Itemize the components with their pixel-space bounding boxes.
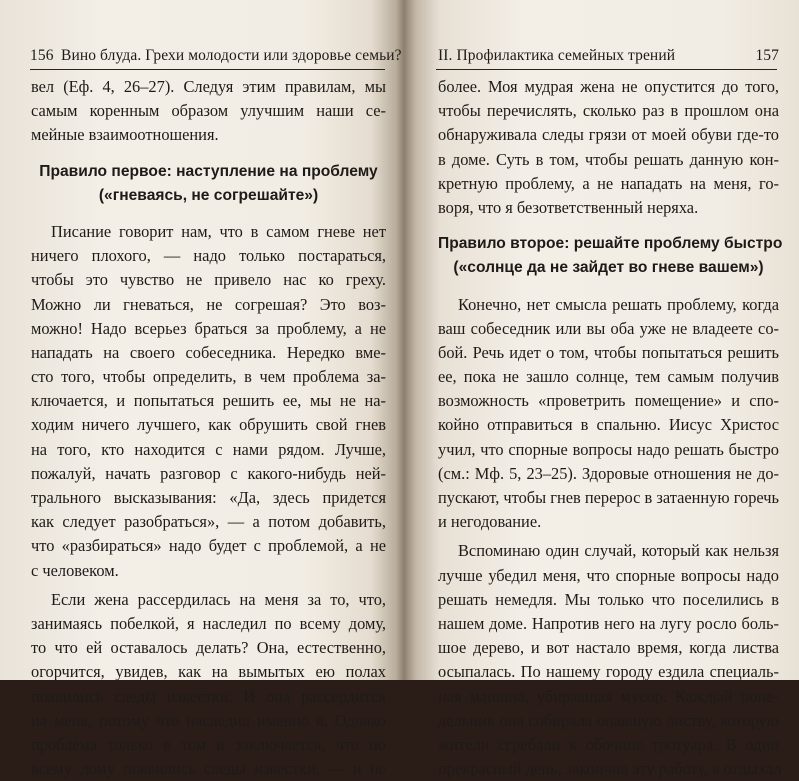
text-line: ничего плохого, — надо только постараться,	[31, 246, 386, 266]
rule1-title: Правило первое: наступление на проблему	[39, 162, 378, 180]
text-line: пускают, чтобы гнев перерос в затаенную горечь	[438, 488, 779, 507]
text-line: осыпалась. По нашему городу ездила специаль-	[438, 662, 779, 682]
text-line: ее, пока не зашло солнце, тем самым получив	[438, 367, 779, 387]
text-line: дельник она собирала опавшую листву, которую	[438, 710, 779, 730]
right-page	[404, 0, 799, 779]
text-line: в доме. Суть в том, чтобы решать данную кон-	[438, 149, 779, 169]
text-line: что «разбираться» надо будет с проблемой, а не	[31, 536, 386, 556]
text-line: возможность «проветрить помещение» и спо-	[438, 391, 779, 411]
text-line: всему дому появились следы известки, — и не	[31, 759, 386, 779]
left-body-text	[31, 75, 386, 781]
text-line: койно отправиться в спальню. Иисус Христос	[438, 415, 779, 435]
rule1-subtitle: («гневаясь, не согрешайте»)	[98, 186, 319, 204]
text-line: нападать на своего собеседника. Нередко вме-	[31, 342, 386, 362]
text-line: воря, что я безответственный неряха.	[438, 197, 699, 217]
text-line: чтобы перечислять, сколько раз в прошлом она	[438, 101, 779, 121]
text-line: кретную проблему, а не нападать на меня, го-	[438, 173, 779, 193]
right-page-number: 157	[755, 47, 779, 64]
text-line: проблема только в том и заключается, что по	[31, 734, 386, 754]
text-line: Можно ли гневаться, не согрешая? Это воз-	[31, 294, 386, 314]
text-line: на того, кто находится с нами рядом. Лучше,	[31, 439, 386, 459]
text-line: чтобы это чувство не привело нас ко греху.	[31, 270, 386, 290]
text-line: занимаясь побелкой, я наследил по всему дому,	[31, 613, 386, 633]
rule2-subtitle: («солнце да не зайдет во гневе вашем»)	[453, 259, 764, 277]
text-line: вел (Еф. 4, 26–27). Следуя этим правилам, мы	[31, 77, 386, 96]
text-line: более. Моя мудрая жена не опустится до того,	[438, 77, 779, 96]
text-line: Вспоминаю один случай, который как нельзя	[458, 541, 779, 561]
text-line: прекрасный день, закончив эту работу, я отдыхал	[438, 759, 782, 779]
rule2-title: Правило второе: решайте проблему быстро	[438, 235, 783, 253]
text-line: (см.: Мф. 5, 23–25). Здоровые отношения не до-	[438, 463, 779, 483]
text-line: то что ей оставалось делать? Она, естественно,	[31, 638, 386, 658]
left-page-number: 156	[30, 47, 54, 64]
text-line: обнаруживала следы грязи от моей обуви где-то	[438, 125, 779, 145]
text-line: и негодование.	[438, 512, 542, 532]
left-running-head: Вино блуда. Грехи молодости или здоровье семьи?	[61, 47, 402, 64]
text-line: на меня, потому что наследил именно я. Однако	[31, 710, 386, 730]
text-line: самым коренным образом улучшим наши се-	[31, 101, 386, 121]
text-line: огорчится, увидев, как на вымытых ею полах	[31, 662, 386, 682]
text-line: трального высказывания: «Да, здесь придется	[31, 488, 386, 507]
text-line: ваш собеседник или вы оба уже не владеете со-	[438, 318, 779, 338]
text-line: бой. Речь идет о том, чтобы попытаться решить	[438, 342, 779, 362]
left-header-rule	[30, 69, 385, 70]
text-line: нашем доме. Напротив него на лугу росло боль-	[438, 613, 779, 633]
text-line: лучше убедил меня, что спорные вопросы надо	[438, 565, 779, 585]
text-line: жители сгребали к обочине тротуара. В один	[438, 734, 779, 754]
right-running-head: II. Профилактика семейных трений	[438, 47, 676, 64]
text-line: сто того, чтобы определить, в чем проблема за-	[31, 367, 386, 387]
right-body-text	[438, 75, 783, 781]
text-line: решать немедля. Мы только что поселились в	[438, 589, 779, 609]
text-line: ная машина, убиравшая мусор. Каждый поне-	[438, 686, 779, 706]
text-line: учил, что спорные вопросы надо решать быстро	[438, 439, 779, 459]
text-line: ходим ничего лучшего, как обрушить свой гнев	[31, 415, 386, 435]
text-line: шое дерево, и вот настало время, когда листва	[438, 638, 779, 658]
text-line: пожалуй, начать разговор с какого-нибудь ней-	[31, 463, 386, 483]
text-line: Писание говорит нам, что в самом гневе нет	[51, 221, 386, 241]
text-line: ключается, и попытаться решить ее, мы не на-	[31, 391, 386, 411]
text-line: можно! Надо всерьез браться за проблему, а не	[31, 318, 386, 338]
text-line: как следует разобраться», — а потом добавить,	[31, 512, 386, 532]
text-line: мейные взаимоотношения.	[31, 125, 219, 145]
text-line: появились следы известки. И она рассердится	[31, 686, 386, 706]
text-line: Конечно, нет смысла решать проблему, когда	[458, 294, 779, 314]
text-line: с человеком.	[31, 560, 119, 580]
text-line: Если жена рассердилась на меня за то, что,	[51, 589, 386, 609]
right-header-rule	[436, 69, 777, 70]
